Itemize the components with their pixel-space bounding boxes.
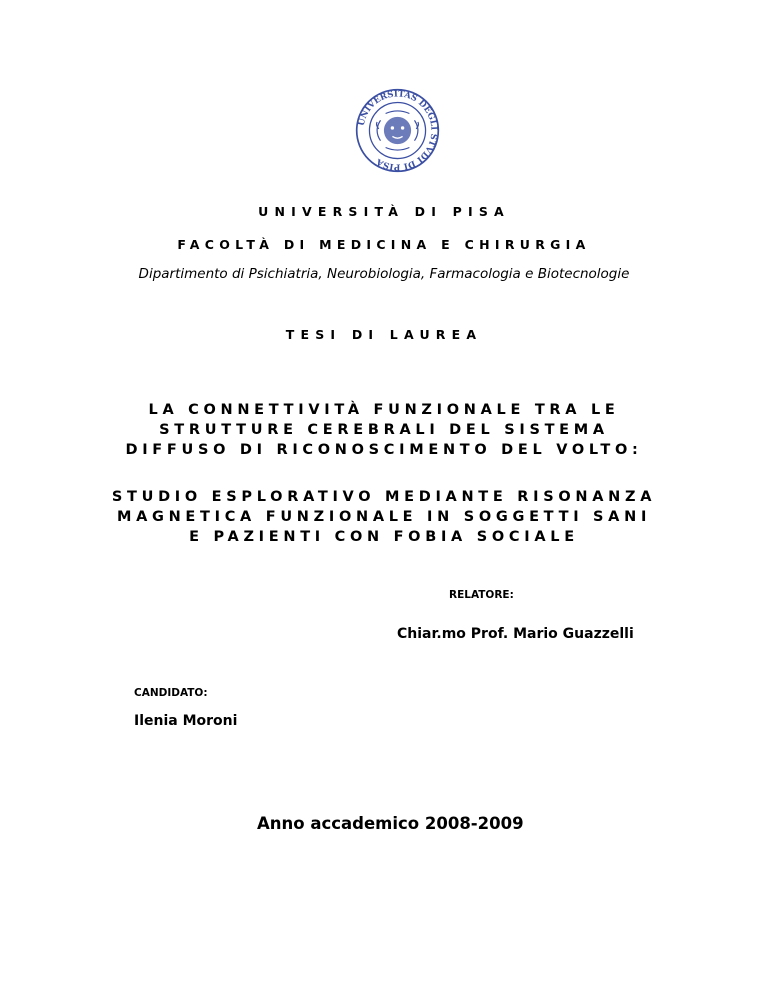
department-name: Dipartimento di Psichiatria, Neurobiologia, Farmacologia e Biotecnologie	[138, 266, 630, 282]
advisor-label: RELATORE:	[449, 589, 514, 601]
university-seal-logo	[355, 88, 440, 173]
university-name: UNIVERSITÀ DI PISA	[258, 204, 510, 219]
seal-text: UNIVERSITAS DEGLI STVDI DI PISA	[356, 89, 439, 172]
thesis-subtitle	[0, 487, 768, 547]
faculty-name: FACOLTÀ DI MEDICINA E CHIRURGIA	[177, 237, 591, 252]
title-line: STRUTTURE CEREBRALI DEL SISTEMA	[159, 422, 609, 438]
advisor-name: Chiar.mo Prof. Mario Guazzelli	[397, 626, 634, 642]
subtitle-line: MAGNETICA FUNZIONALE IN SOGGETTI SANI	[116, 509, 652, 525]
title-line: DIFFUSO DI RICONOSCIMENTO DEL VOLTO:	[125, 442, 643, 458]
academic-year: Anno accademico 2008-2009	[257, 814, 524, 833]
subtitle-line: STUDIO ESPLORATIVO MEDIANTE RISONANZA	[111, 489, 657, 505]
title-line: LA CONNETTIVITÀ FUNZIONALE TRA LE	[148, 402, 620, 418]
subtitle-line: E PAZIENTI CON FOBIA SOCIALE	[189, 529, 579, 545]
thesis-title	[0, 400, 768, 460]
candidate-name: Ilenia Moroni	[134, 713, 238, 729]
thesis-type: TESI DI LAUREA	[285, 327, 483, 342]
candidate-label: CANDIDATO:	[134, 687, 208, 699]
